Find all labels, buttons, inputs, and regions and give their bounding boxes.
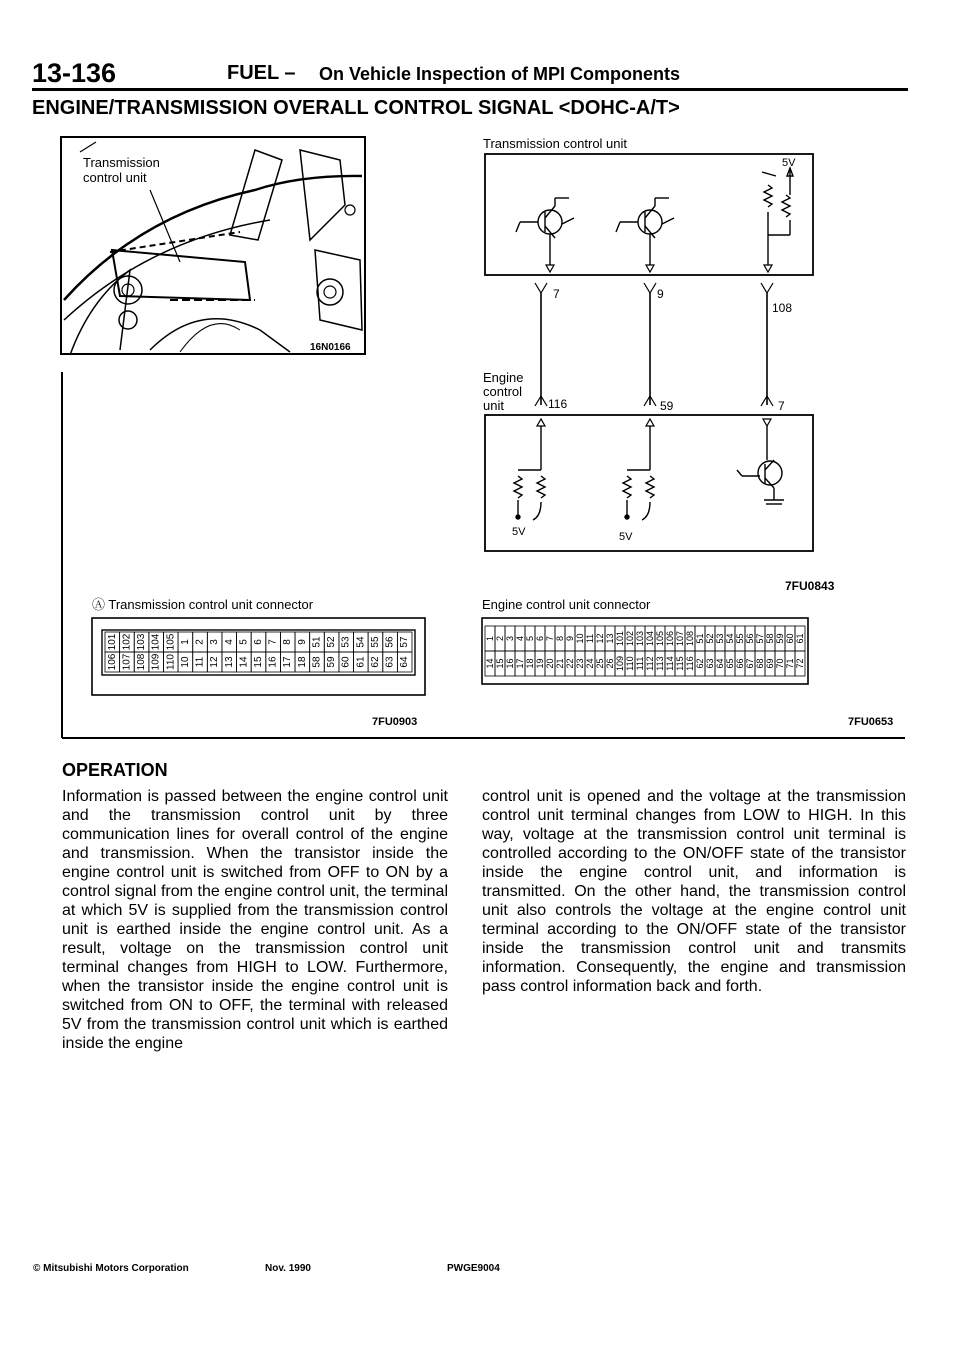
- connector-pin-label: 60: [785, 633, 795, 644]
- ecu-terminal-7-marker: [763, 419, 771, 426]
- ecu-connector-label: Engine control unit connector: [482, 597, 651, 612]
- operation-heading: OPERATION: [62, 760, 168, 780]
- connector-pin-label: 20: [545, 658, 555, 669]
- connector-pin-label: 110: [625, 656, 635, 671]
- circuit-code: 7FU0843: [785, 579, 835, 593]
- tcu-terminal-108-marker: [764, 265, 772, 272]
- connector-pin-label: 26: [605, 658, 615, 669]
- connector-pin-label: 63: [705, 658, 715, 669]
- ecu-terminal-59-marker: [646, 419, 654, 426]
- ecu-pullup-resistor-2: [623, 426, 654, 520]
- connector-pin-label: 24: [585, 658, 595, 669]
- tcu-terminal-108: 108: [772, 301, 793, 315]
- connector-pin-label: 16: [505, 658, 515, 669]
- operation-text-column-2: [482, 787, 906, 996]
- connector-pin-label: 9: [565, 635, 575, 642]
- connector-pin-label: 19: [535, 658, 545, 669]
- circuit-top-label: Transmission control unit: [483, 136, 628, 151]
- connector-pin-label: 108: [136, 653, 148, 671]
- connector-pin-label: 101: [106, 633, 118, 651]
- connector-pin-label: 52: [326, 636, 338, 648]
- connector-pin-label: 10: [575, 633, 585, 644]
- connector-pin-label: 8: [282, 639, 294, 645]
- tcu-transistor-1: [516, 198, 574, 265]
- tcu-pullup-resistor: [762, 168, 793, 265]
- connector-pin-label: 1: [179, 639, 191, 645]
- connector-pin-label: 15: [253, 656, 264, 668]
- connector-pin-label: 54: [725, 633, 735, 644]
- connector-pin-label: 1: [485, 635, 495, 642]
- connector-pin-label: 63: [384, 656, 396, 668]
- connector-pin-label: 115: [675, 656, 685, 671]
- connector-pin-label: 56: [745, 633, 755, 644]
- connector-pin-label: 9: [296, 639, 308, 645]
- connector-pin-label: 14: [238, 656, 250, 668]
- tcu-terminal-7-marker: [546, 265, 554, 272]
- connector-pin-label: 15: [495, 658, 505, 669]
- location-code: 16N0166: [310, 342, 351, 353]
- ecu-label-line3: unit: [483, 398, 504, 413]
- connector-pin-label: 70: [775, 658, 785, 669]
- connector-pin-label: 67: [745, 658, 755, 669]
- connector-pin-label: 11: [194, 656, 206, 668]
- connector-pin-label: 54: [355, 636, 367, 648]
- connector-pin-label: 5: [238, 639, 250, 645]
- connector-pin-label: 109: [615, 655, 625, 672]
- connector-pin-label: 22: [565, 658, 575, 669]
- connector-pin-label: 102: [121, 633, 133, 651]
- connector-pin-label: 105: [165, 633, 177, 651]
- connector-pin-label: 59: [775, 633, 785, 644]
- location-label-line2: control unit: [83, 170, 147, 185]
- connector-pin-label: 109: [150, 653, 162, 671]
- connector-pin-label: 55: [735, 633, 745, 644]
- tcu-connector-code: 7FU0903: [372, 716, 418, 728]
- ecu-pullup-resistor-1: [514, 426, 545, 520]
- connector-pin-label: 13: [223, 656, 235, 668]
- ecu-terminal-7: 7: [778, 399, 785, 413]
- ecu-terminal-116: 116: [548, 397, 568, 411]
- connector-pin-label: 8: [555, 635, 565, 642]
- connector-pin-label: 6: [535, 635, 545, 642]
- operation-text-column-1: [62, 787, 448, 1053]
- connector-pin-label: 18: [525, 658, 535, 669]
- connector-pin-label: 25: [595, 658, 605, 669]
- ecu-connector-pins: [485, 626, 805, 676]
- connector-pin-label: 56: [384, 636, 396, 648]
- connector-pin-label: 61: [355, 656, 367, 668]
- tcu-terminal-9-marker: [646, 265, 654, 272]
- connector-pin-label: 51: [695, 633, 705, 644]
- connector-pin-label: 11: [585, 633, 595, 644]
- tcu-transistor-2: [616, 198, 674, 265]
- connector-pin-label: 107: [675, 630, 685, 647]
- connector-pin-label: 110: [165, 654, 177, 670]
- connector-pin-label: 106: [665, 630, 675, 647]
- connector-pin-label: 103: [635, 630, 645, 647]
- connector-pin-label: 58: [765, 633, 775, 644]
- connector-pin-label: 116: [685, 656, 695, 671]
- connector-pin-label: 14: [485, 658, 495, 669]
- connector-pin-label: 52: [705, 633, 715, 644]
- connector-pin-label: 2: [495, 635, 505, 642]
- connector-pin-label: 72: [795, 658, 805, 669]
- ecu-label-line1: Engine: [483, 370, 524, 385]
- connector-pin-label: 61: [795, 633, 805, 644]
- connector-pin-label: 58: [311, 656, 323, 668]
- connector-pin-label: 68: [755, 658, 765, 669]
- connector-pin-label: 111: [635, 656, 645, 671]
- connector-pin-label: 62: [695, 658, 705, 669]
- tcu-terminal-7: 7: [553, 287, 560, 301]
- connector-pin-label: 64: [399, 656, 411, 668]
- operation-paragraph-2: control unit is opened and the voltage at the transmission control unit terminal changes from LOW to HIGH. In this way, voltage at the transmission control unit terminal is controlled according to the ON/OFF state of the transistor inside the engine control unit, and information is transmitted. On the other hand, the transmission control unit also controls the voltage at the engine control unit terminal according to the ON/OFF state of the transistor inside the transmission control unit and transmits information. Consequently, the engine and transmission pass control information back and forth.: [482, 788, 906, 995]
- connector-pin-label: 106: [106, 653, 118, 671]
- connector-pin-label: 114: [665, 656, 675, 671]
- footer-code: PWGE9004: [447, 1263, 500, 1274]
- subsection-title: On Vehicle Inspection of MPI Components: [319, 64, 681, 84]
- footer-date: Nov. 1990: [265, 1263, 311, 1274]
- footer-copyright: © Mitsubishi Motors Corporation: [33, 1263, 189, 1274]
- ecu-label-line2: control: [483, 384, 523, 399]
- connector-pin-label: 113: [655, 656, 665, 671]
- connector-pin-label: 71: [785, 658, 795, 669]
- connector-pin-label: 17: [282, 656, 294, 668]
- connector-pin-label: 104: [645, 630, 655, 647]
- connector-pin-label: 53: [715, 633, 725, 644]
- connector-pin-label: 18: [296, 656, 308, 668]
- connector-pin-label: 101: [615, 630, 625, 647]
- ecu-5v-label-1: 5V: [512, 526, 526, 538]
- tcu-pin-7-fork: [535, 283, 547, 293]
- connector-pin-label: 55: [369, 636, 381, 648]
- connector-pin-label: 103: [136, 633, 148, 651]
- connector-pin-label: 23: [575, 658, 585, 669]
- connector-pin-label: 10: [179, 656, 191, 668]
- page-number: 13-136: [32, 58, 117, 88]
- connector-pin-label: 5: [525, 635, 535, 642]
- connector-pin-label: 7: [267, 639, 279, 645]
- connector-pin-label: 65: [725, 658, 735, 669]
- connector-pin-label: 3: [209, 639, 221, 645]
- connector-pin-label: 57: [399, 636, 411, 648]
- connector-pin-label: 66: [735, 658, 745, 669]
- ecu-5v-label-2: 5V: [619, 531, 633, 543]
- connector-pin-label: 16: [267, 656, 279, 668]
- connector-pin-label: 69: [765, 658, 775, 669]
- connector-pin-label: 60: [340, 656, 352, 668]
- tcu-pin-9-fork: [644, 283, 656, 293]
- connector-pin-label: 13: [605, 633, 615, 644]
- tcu-terminal-9: 9: [657, 287, 664, 301]
- connector-pin-label: 64: [715, 658, 725, 669]
- connector-pin-label: 4: [515, 635, 525, 642]
- tcu-connector-label: Ⓐ Transmission control unit connector: [92, 597, 314, 612]
- connector-pin-label: 57: [755, 633, 765, 644]
- connector-pin-label: 107: [121, 653, 133, 671]
- connector-pin-label: 51: [311, 636, 323, 648]
- ecu-transistor: [737, 426, 784, 504]
- connector-pin-label: 104: [150, 633, 162, 651]
- connector-pin-label: 12: [209, 656, 221, 668]
- operation-paragraph-1: Information is passed between the engine control unit and the transmission control unit by three communication lines for overall control of the engine and transmission. When the transistor inside the engine control unit is switched from OFF to ON by a control signal from the engine control unit, the terminal at which 5V is supplied from the transmission control unit is earthed inside the engine control unit. As a result, voltage on the transmission control unit terminal changes from HIGH to LOW. Furthermore, when the transistor inside the engine control unit is switched from ON to OFF, the terminal with released 5V from the transmission control unit which is earthed inside the engine: [62, 788, 448, 1052]
- connector-pin-label: 4: [223, 639, 235, 645]
- ecu-terminal-116-marker: [537, 419, 545, 426]
- tcu-pin-108-fork: [761, 283, 773, 293]
- connector-pin-label: 59: [326, 656, 338, 668]
- connector-pin-label: 102: [625, 630, 635, 647]
- tcu-connector-pins: [105, 632, 412, 672]
- connector-pin-label: 21: [555, 658, 565, 669]
- connector-pin-label: 105: [655, 630, 665, 647]
- ecu-terminal-59: 59: [660, 399, 674, 413]
- connector-pin-label: 7: [545, 635, 555, 642]
- connector-pin-label: 6: [253, 639, 264, 645]
- section-title: FUEL –: [227, 62, 296, 84]
- connector-pin-label: 108: [685, 630, 695, 647]
- ecu-connector-code: 7FU0653: [848, 716, 894, 728]
- location-label-line1: Transmission: [83, 155, 160, 170]
- page-title: ENGINE/TRANSMISSION OVERALL CONTROL SIGNAL <DOHC-A/T>: [32, 97, 680, 119]
- connector-pin-label: 12: [595, 633, 605, 644]
- connector-pin-label: 3: [505, 635, 515, 642]
- connector-pin-label: 62: [369, 656, 381, 668]
- tcu-5v-label: 5V: [782, 157, 796, 169]
- connector-pin-label: 112: [645, 656, 655, 671]
- connector-pin-label: 2: [194, 639, 206, 645]
- connector-pin-label: 53: [340, 636, 352, 648]
- connector-pin-label: 17: [515, 658, 525, 669]
